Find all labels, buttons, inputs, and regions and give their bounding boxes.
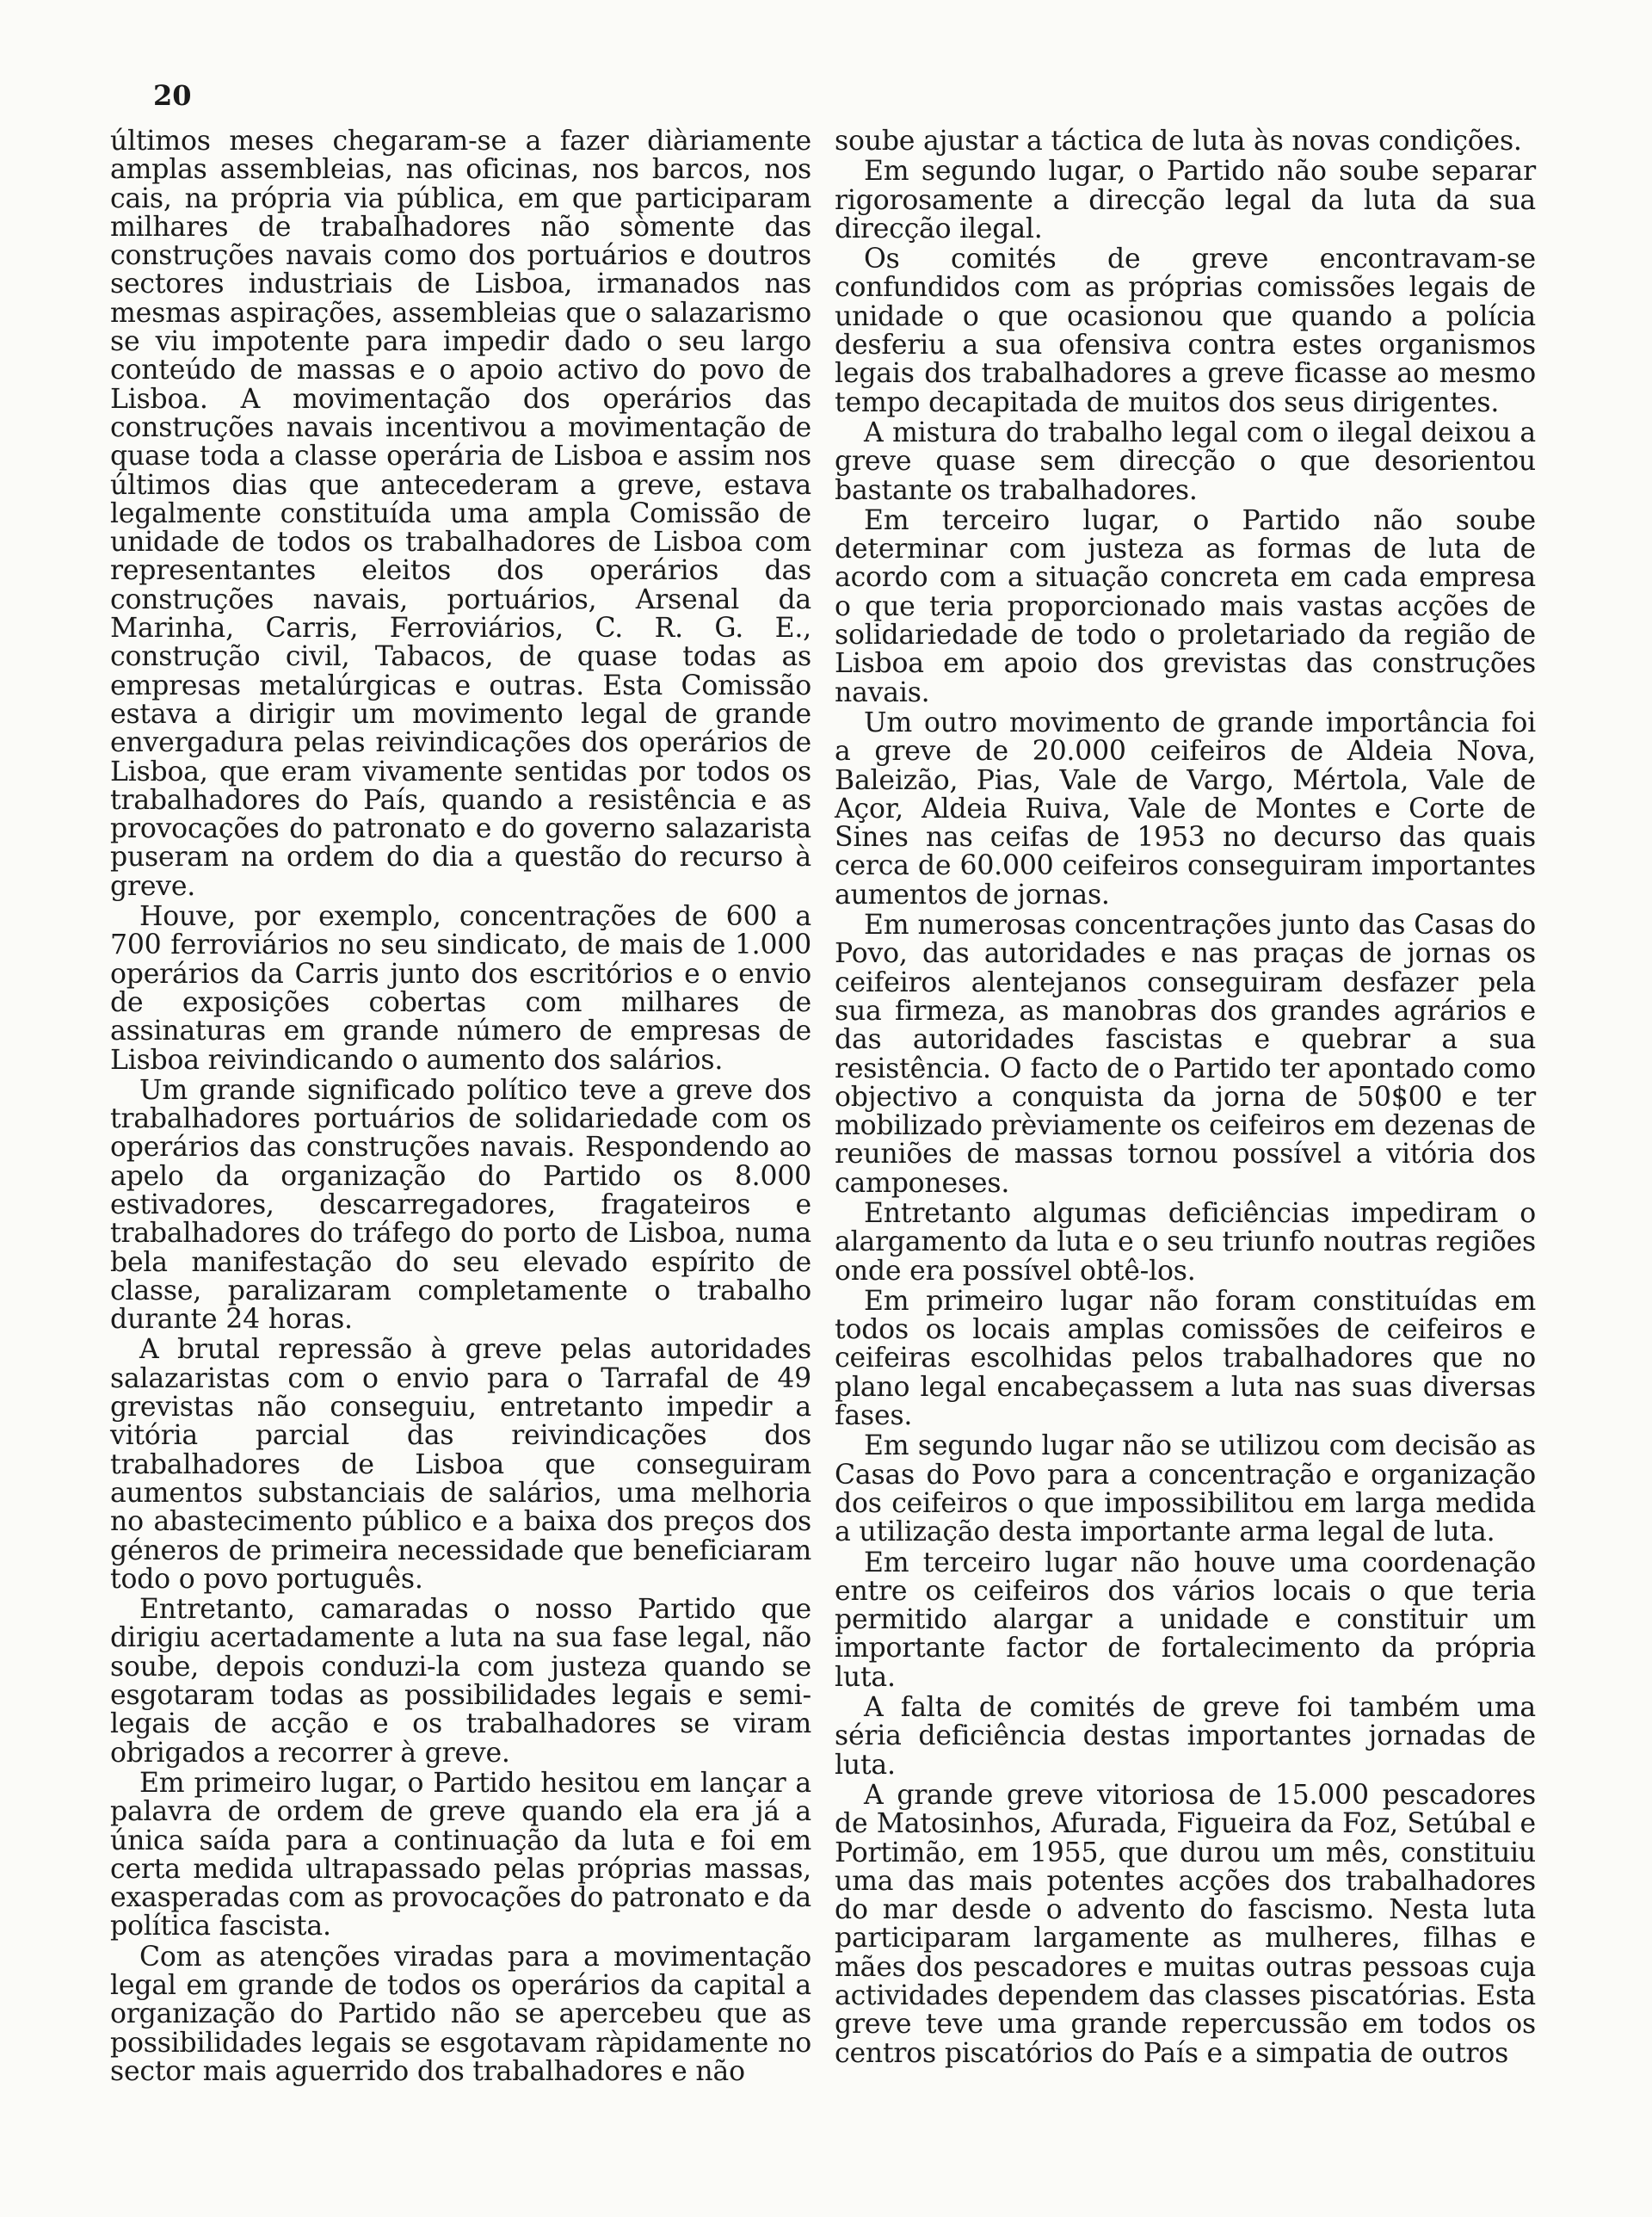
paragraph: Em segundo lugar, o Partido não soube separar rigorosamente a direcção legal da luta da sua direcção ilegal. bbox=[835, 156, 1536, 244]
paragraph: Um grande significado político teve a greve dos trabalhadores portuários de solidariedade com os operários das construções navais. Respondendo ao apelo da organização do Partido os 8.000 estivadores, descarregadores, fragateiros e trabalhadores do tráfego do porto de Lisboa, numa bela manifestação do seu elevado espírito de classe, paralizaram completamente o trabalho durante 24 horas. bbox=[110, 1074, 811, 1336]
paragraph: Um outro movimento de grande importância foi a greve de 20.000 ceifeiros de Aldeia Nova, Baleizão, Pias, Vale de Vargo, Mértola, Vale de Açor, Aldeia Ruiva, Vale de Montes e Corte de Sines nas ceifas de 1953 no decurso das quais cerca de 60.000 ceifeiros conseguiram importantes aumentos de jornas. bbox=[835, 707, 1536, 911]
paragraph: Em segundo lugar não se utilizou com decisão as Casas do Povo para a concentração e organização dos ceifeiros o que impossibilitou em larga medida a utilização desta importante arma legal de luta. bbox=[835, 1430, 1536, 1548]
paragraph: Em primeiro lugar não foram constituídas em todos os locais amplas comissões de ceifeiros e ceifeiras escolhidas pelos trabalhadores que no plano legal encabeçassem a luta nas suas diversas fases. bbox=[835, 1285, 1536, 1432]
left-column bbox=[110, 127, 811, 2088]
right-column bbox=[835, 127, 1536, 2070]
paragraph: A mistura do trabalho legal com o ilegal deixou a greve quase sem direcção o que desorientou bastante os trabalhadores. bbox=[835, 417, 1536, 506]
paragraph: últimos meses chegaram-se a fazer diàriamente amplas assembleias, nas oficinas, nos barcos, nos cais, na própria via pública, em que participaram milhares de trabalhadores não sòmente das construções navais como dos portuários e doutros sectores industriais de Lisboa, irmanados nas mesmas aspirações, assembleias que o salazarismo se viu impotente para impedir dado o seu largo conteúdo de massas e o apoio activo do povo de Lisboa. A movimentação dos operários das construções navais incentivou a movimentação de quase toda a classe operária de Lisboa e assim nos últimos dias que antecederam a greve, estava legalmente constituída uma ampla Comissão de unidade de todos os trabalhadores de Lisboa com representantes eleitos dos operários das construções navais, portuários, Arsenal da Marinha, Carris, Ferroviários, C. R. G. E., construção civil, Tabacos, de quase todas as empresas metalúrgicas e outras. Esta Comissão estava a dirigir um movimento legal de grande envergadura pelas reivindicações dos operários de Lisboa, que eram vivamente sentidas por todos os trabalhadores do País, quando a resistência e as provocações do patronato e do governo salazarista puseram na ordem do dia a questão do recurso à greve. bbox=[110, 126, 811, 902]
paragraph: Em terceiro lugar não houve uma coordenação entre os ceifeiros dos vários locais o que teria permitido alargar a unidade e constituir um importante factor de fortalecimento da própria luta. bbox=[835, 1547, 1536, 1693]
paragraph: soube ajustar a táctica de luta às novas condições. bbox=[835, 126, 1522, 157]
paragraph: Entretanto, camaradas o nosso Partido que dirigiu acertadamente a luta na sua fase legal, não soube, depois conduzi-la com justeza quando se esgotaram todas as possibilidades legais e semi-legais de acção e os trabalhadores se viram obrigados a recorrer à greve. bbox=[110, 1594, 811, 1769]
paragraph: A brutal repressão à greve pelas autoridades salazaristas com o envio para o Tarrafal de 49 grevistas não conseguiu, entretanto impedir a vitória parcial das reivindicações dos trabalhadores de Lisboa que conseguiram aumentos substanciais de salários, uma melhoria no abastecimento público e a baixa dos preços dos géneros de primeira necessidade que beneficiaram todo o povo português. bbox=[110, 1334, 811, 1595]
paragraph: Em terceiro lugar, o Partido não soube determinar com justeza as formas de luta de acordo com a situação concreta em cada empresa o que teria proporcionado mais vastas acções de solidariedade de todo o proletariado da região de Lisboa em apoio dos grevistas das construções navais. bbox=[835, 504, 1536, 708]
paragraph: Em numerosas concentrações junto das Casas do Povo, das autoridades e nas praças de jornas os ceifeiros alentejanos conseguiram desfazer pela sua firmeza, as manobras dos grandes agrários e das autoridades fascistas e quebrar a sua resistência. O facto de o Partido ter apontado como objectivo a conquista da jorna de 50$00 e ter mobilizado prèviamente os ceifeiros em dezenas de reuniões de massas tornou possível a vitória dos camponeses. bbox=[835, 910, 1536, 1199]
paragraph: A grande greve vitoriosa de 15.000 pescadores de Matosinhos, Afurada, Figueira da Foz, Setúbal e Portimão, em 1955, que durou um mês, constituiu uma das mais potentes acções dos trabalhadores do mar desde o advento do fascismo. Nesta luta participaram largamente as mulheres, filhas e mães dos pescadores e muitas outras pessoas cuja actividades dependem das classes piscatórias. Esta greve teve uma grande repercussão em todos os centros piscatórios do País e a simpatia de outros bbox=[835, 1779, 1536, 2069]
page-number: 20 bbox=[153, 79, 192, 112]
paragraph: Os comités de greve encontravam-se confundidos com as próprias comissões legais de unidade o que ocasionou que quando a polícia desferiu a sua ofensiva contra estes organismos legais dos trabalhadores a greve ficasse ao mesmo tempo decapitada de muitos dos seus dirigentes. bbox=[835, 244, 1536, 418]
paragraph: Entretanto algumas deficiências impediram o alargamento da luta e o seu triunfo noutras regiões onde era possível obtê-los. bbox=[835, 1197, 1536, 1287]
paragraph: Em primeiro lugar, o Partido hesitou em lançar a palavra de ordem de greve quando ela era já a única saída para a continuação da luta e foi em certa medida ultrapassado pelas próprias massas, exasperadas com as provocações do patronato e da política fascista. bbox=[110, 1767, 811, 1942]
paragraph: Com as atenções viradas para a movimentação legal em grande de todos os operários da capital a organização do Partido não se apercebeu que as possibilidades legais se esgotavam ràpidamente no sector mais aguerrido dos trabalhadores e não bbox=[110, 1941, 811, 2087]
paragraph: A falta de comités de greve foi também uma séria deficiência destas importantes jornadas de luta. bbox=[835, 1692, 1536, 1781]
paragraph: Houve, por exemplo, concentrações de 600 a 700 ferroviários no seu sindicato, de mais de 1.000 operários da Carris junto dos escritórios e o envio de exposições cobertas com milhares de assinaturas em grande número de empresas de Lisboa reivindicando o aumento dos salários. bbox=[110, 901, 811, 1076]
